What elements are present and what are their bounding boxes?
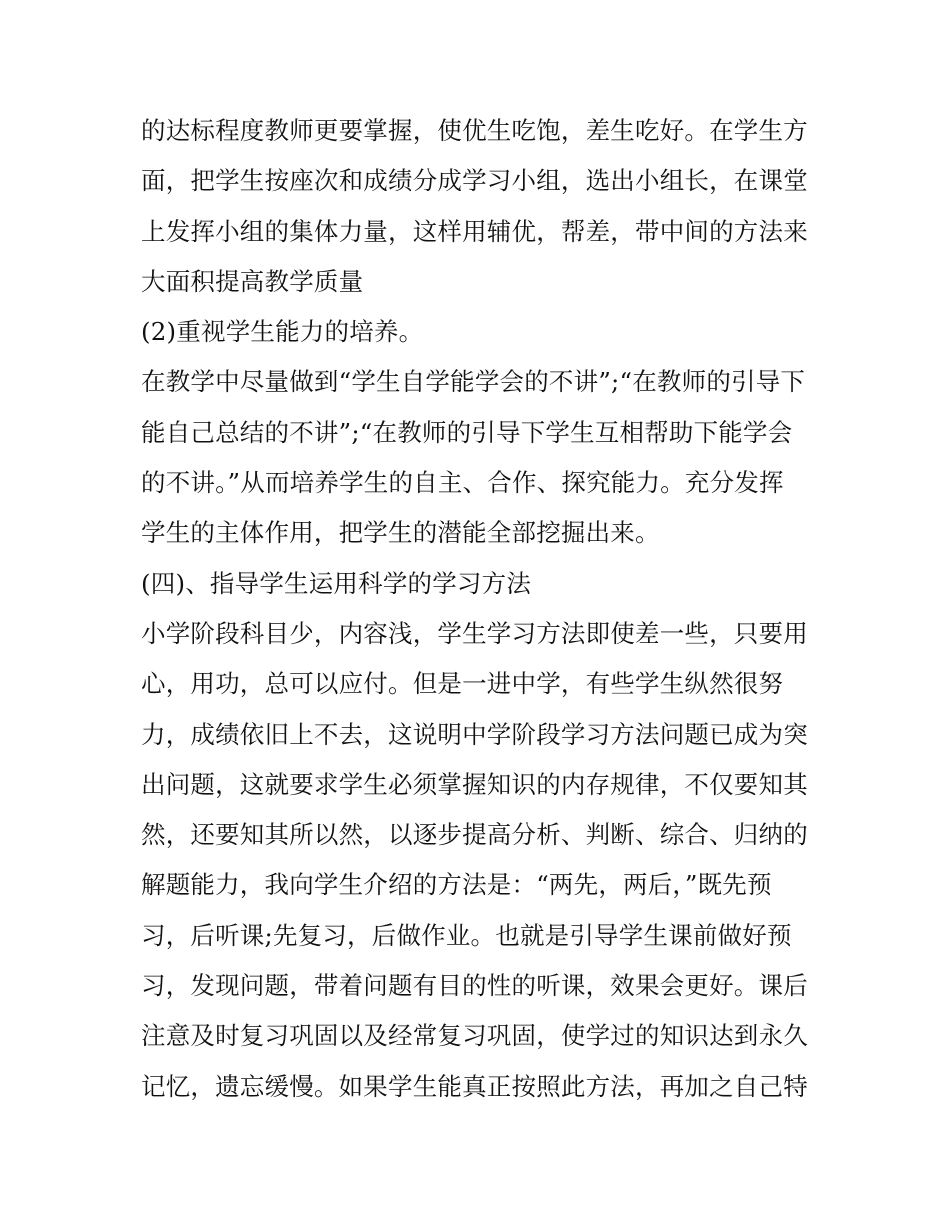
text-line: 习，后听课;先复习，后做作业。也就是引导学生课前做好预 <box>141 920 792 950</box>
text-line: 在教学中尽量做到“学生自学能学会的不讲”;“在教师的引导下 <box>141 367 806 397</box>
subheading: (2)重视学生能力的培养。 <box>141 317 424 347</box>
text-line: 出问题，这就要求学生必须掌握知识的内存规律，不仅要知其 <box>141 769 808 799</box>
text-line: 习，发现问题，带着问题有目的性的听课，效果会更好。课后 <box>141 971 808 1001</box>
text-line: 大面积提高教学质量 <box>141 266 364 296</box>
text-line: 解题能力，我向学生介绍的方法是：“两先，两后，”既先预 <box>141 870 772 900</box>
text-line: 然，还要知其所以然，以逐步提高分析、判断、综合、归纳的 <box>141 820 808 850</box>
text-line: 力，成绩依旧上不去，这说明中学阶段学习方法问题已成为突 <box>141 719 808 749</box>
text-line: 上发挥小组的集体力量，这样用辅优，帮差，带中间的方法来 <box>141 216 808 246</box>
text-line: 注意及时复习巩固以及经常复习巩固，使学过的知识达到永久 <box>141 1021 808 1051</box>
text-line: 心，用功，总可以应付。但是一进中学，有些学生纵然很努 <box>141 669 784 699</box>
text-line: 面，把学生按座次和成绩分成学习小组，选出小组长，在课堂 <box>141 166 808 196</box>
body-text <box>141 106 821 1112</box>
text-line: 的达标程度教师更要掌握，使优生吃饱，差生吃好。在学生方 <box>141 116 808 145</box>
section-heading: (四)、指导学生运用科学的学习方法 <box>141 568 532 598</box>
text-line: 能自己总结的不讲”;“在教师的引导下学生互相帮助下能学会 <box>141 417 793 447</box>
text-line: 记忆，遗忘缓慢。如果学生能真正按照此方法，再加之自己特 <box>141 1071 808 1101</box>
text-line: 的不讲。”从而培养学生的自主、合作、探究能力。充分发挥 <box>141 468 784 498</box>
text-line: 小学阶段科目少，内容浅，学生学习方法即使差一些，只要用 <box>141 618 808 648</box>
text-line: 学生的主体作用，把学生的潜能全部挖掘出来。 <box>141 518 660 548</box>
